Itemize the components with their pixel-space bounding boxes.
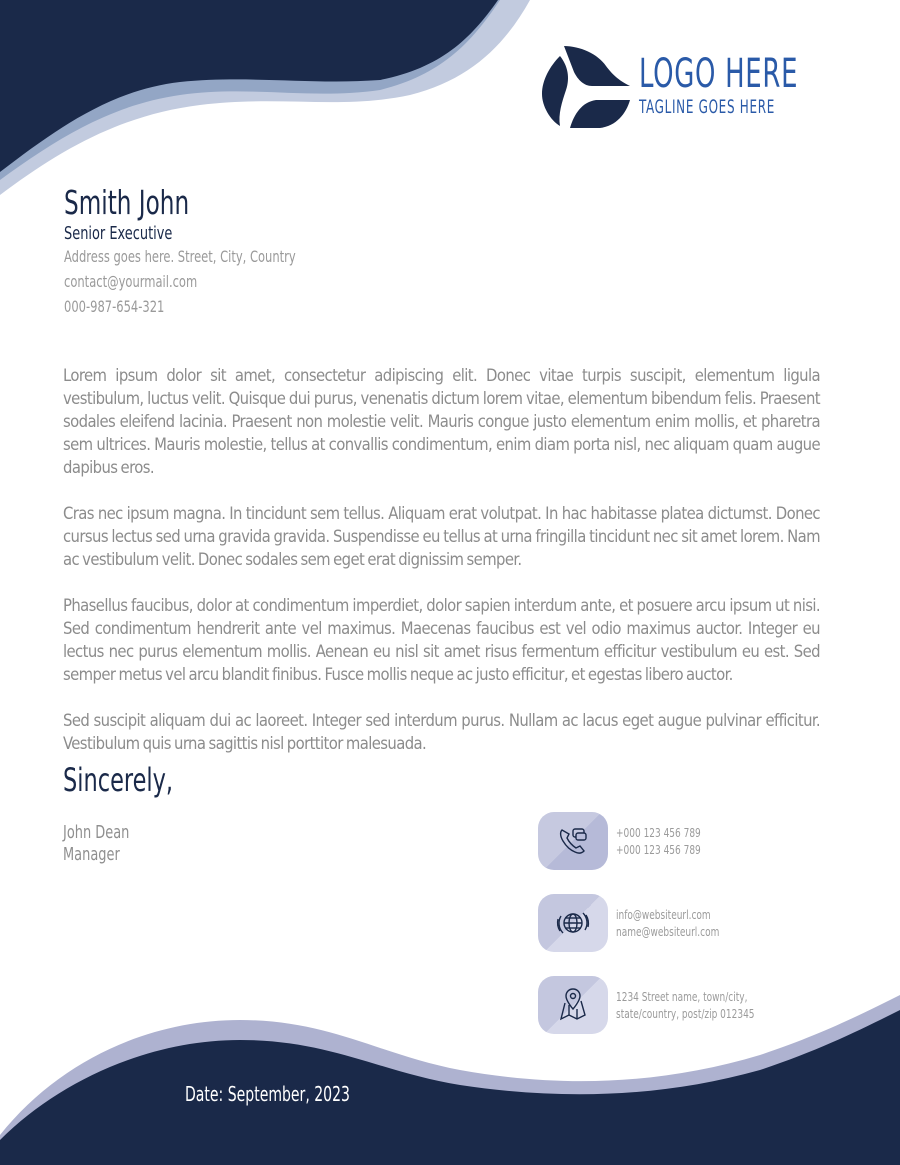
closing-block <box>63 761 204 866</box>
letter-body <box>63 364 820 778</box>
map-icon-box <box>538 976 608 1034</box>
sender-email: contact@yourmail.com <box>64 272 198 291</box>
contact-phone-text: +000 123 456 789 +000 123 456 789 <box>616 825 701 857</box>
body-paragraph: Cras nec ipsum magna. In tincidunt sem tellus. Aliquam erat volutpat. In hac habitasse platea dictumst. Donec cursus lectus sed urna gravida gravida. Suspendisse eu tellus at urna fringilla tincidunt nec sit amet lorem. Nam ac vestibulum velit. Donec sodales sem eget erat dignissim semper. <box>63 504 820 569</box>
globe-icon <box>554 904 592 942</box>
map-pin-icon <box>553 985 593 1025</box>
sender-name: Smith John <box>64 183 190 222</box>
phone-icon-box <box>538 812 608 870</box>
letter-date: Date: September, 2023 <box>185 1082 350 1106</box>
contact-web-text: info@websiteurl.com name@websiteurl.com <box>616 907 720 939</box>
body-paragraph: Phasellus faucibus, dolor at condimentum imperdiet, dolor sapien interdum ante, et posuere arcu ipsum ut nisi. Sed condimentum hendrerit ante vel maximus. Maecenas faucibus est vel odio maximus auctor. Integer eu lectus nec purus elementum mollis. Aenean eu nisl sit amet risus fermentum efficitur vestibulum eu est. Sed semper metus vel arcu blandit finibus. Fusce mollis neque ac justo efficitur, et egestas libero auctor. <box>63 596 820 684</box>
sender-block <box>64 183 354 319</box>
logo-title: LOGO HERE <box>639 51 799 97</box>
contact-address <box>538 976 858 1034</box>
signer-block <box>63 822 176 866</box>
sender-address: Address goes here. Street, City, Country <box>64 247 296 266</box>
globe-icon-box <box>538 894 608 952</box>
phone-chat-icon <box>556 824 590 858</box>
contact-web <box>538 894 858 952</box>
logo-tagline: TAGLINE GOES HERE <box>639 96 775 118</box>
contact-address-text: 1234 Street name, town/city, state/country, post/zip 012345 <box>616 989 755 1021</box>
signer-name: John Dean <box>63 822 130 843</box>
body-paragraph: Sed suscipit aliquam dui ac laoreet. Integer sed interdum purus. Nullam ac lacus eget augue pulvinar efficitur. Vestibulum quis urna sagittis nisl porttitor malesuada. <box>63 711 820 753</box>
sender-title: Senior Executive <box>64 223 173 244</box>
sender-phone: 000-987-654-321 <box>64 297 165 316</box>
contact-phone <box>538 812 858 870</box>
body-paragraph: Lorem ipsum dolor sit amet, consectetur adipiscing elit. Donec vitae turpis suscipit, elementum ligula vestibulum, luctus velit. Quisque dui purus, venenatis dictum lorem vitae, elementum bibendum felis. Praesent sodales eleifend lacinia. Praesent non molestie velit. Mauris congue justo elementum enim mollis, et pharetra sem ultrices. Mauris molestie, tellus at convallis condimentum, enim diam porta nisl, nec aliquam quam augue dapibus eros. <box>63 366 820 477</box>
company-logo <box>540 44 800 130</box>
triangle-leaf-logo-icon <box>540 44 632 130</box>
signer-title: Manager <box>63 844 120 865</box>
salutation: Sincerely, <box>63 761 174 799</box>
